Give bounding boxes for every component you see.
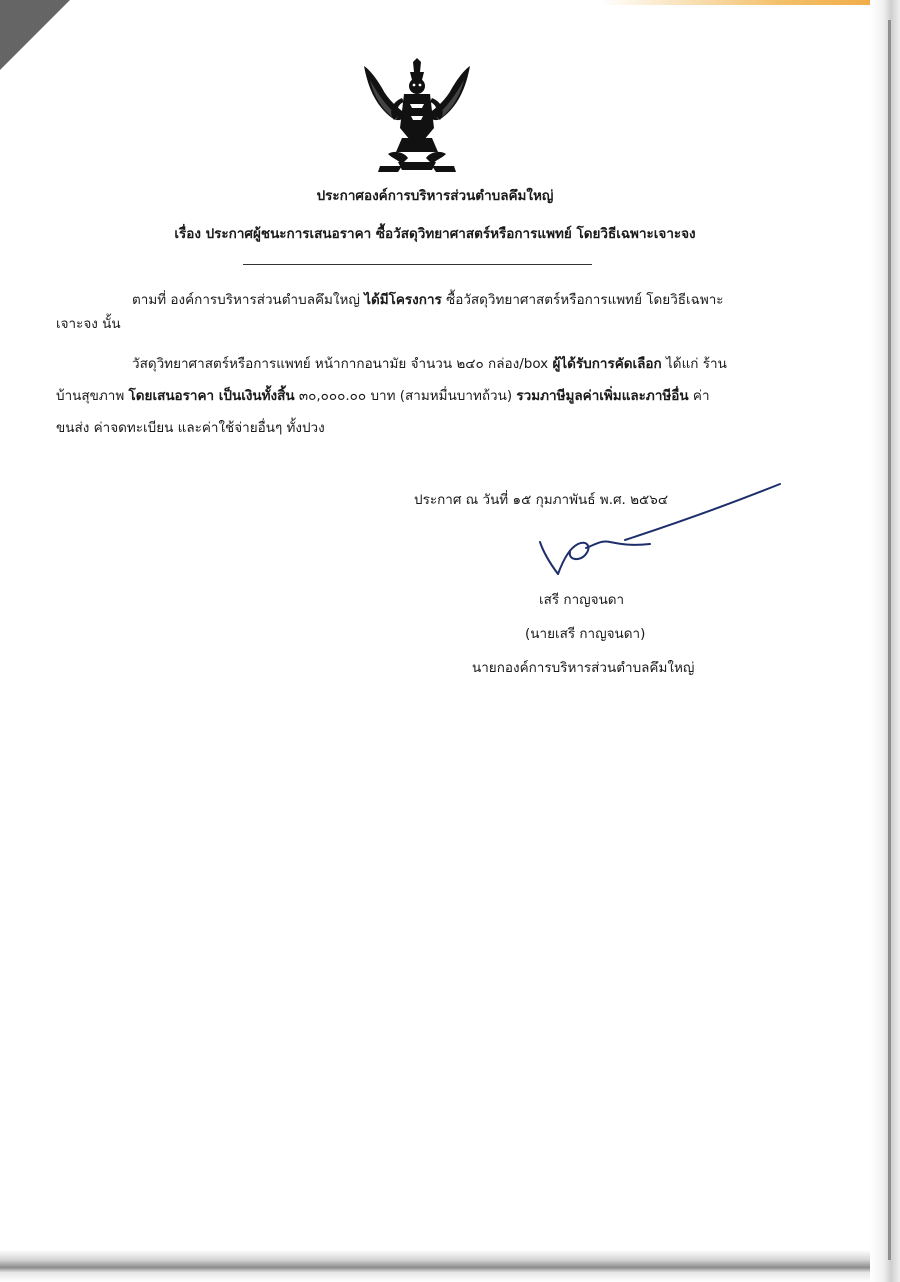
paragraph-2-line-1: วัสดุวิทยาศาสตร์หรือการแพทย์ หน้ากากอนามัย จำนวน ๒๔๐ กล่อง/box ผู้ได้รับการคัดเลือก ได้แก่ ร้าน [132,356,727,372]
scan-edge-bottom [0,1250,870,1282]
scan-edge-top [600,0,900,5]
document-title: ประกาศองค์การบริหารส่วนตำบลคึมใหญ่ [316,188,554,204]
scan-corner-shadow [0,0,70,70]
signer-short-name: เสรี กาญจนดา [539,592,625,608]
garuda-emblem-icon [358,58,476,176]
paragraph-2-line-2: บ้านสุขภาพ โดยเสนอราคา เป็นเงินทั้งสิ้น ๓๐,๐๐๐.๐๐ บาท (สามหมื่นบาทถ้วน) รวมภาษีมูลค่าเพิ่มและภาษีอื่น ค่า [56,388,710,404]
scan-edge-right [870,0,900,1282]
signer-full-name: (นายเสรี กาญจนดา) [525,626,646,642]
paragraph-2-line-3: ขนส่ง ค่าจดทะเบียน และค่าใช้จ่ายอื่นๆ ทั้งปวง [56,420,325,436]
paragraph-1-line-2: เจาะจง นั้น [56,316,121,332]
header-divider [243,264,592,265]
announcement-date: ประกาศ ณ วันที่ ๑๕ กุมภาพันธ์ พ.ศ. ๒๕๖๔ [414,492,669,508]
handwritten-signature [530,482,790,582]
paragraph-1-line-1: ตามที่ องค์การบริหารส่วนตำบลคึมใหญ่ ได้มีโครงการ ซื้อวัสดุวิทยาศาสตร์หรือการแพทย์ โดยวิธีเฉพาะ [132,292,724,308]
signer-position: นายกองค์การบริหารส่วนตำบลคึมใหญ่ [472,660,695,676]
document-subject: เรื่อง ประกาศผู้ชนะการเสนอราคา ซื้อวัสดุวิทยาศาสตร์หรือการแพทย์ โดยวิธีเฉพาะเจาะจง [174,226,696,242]
